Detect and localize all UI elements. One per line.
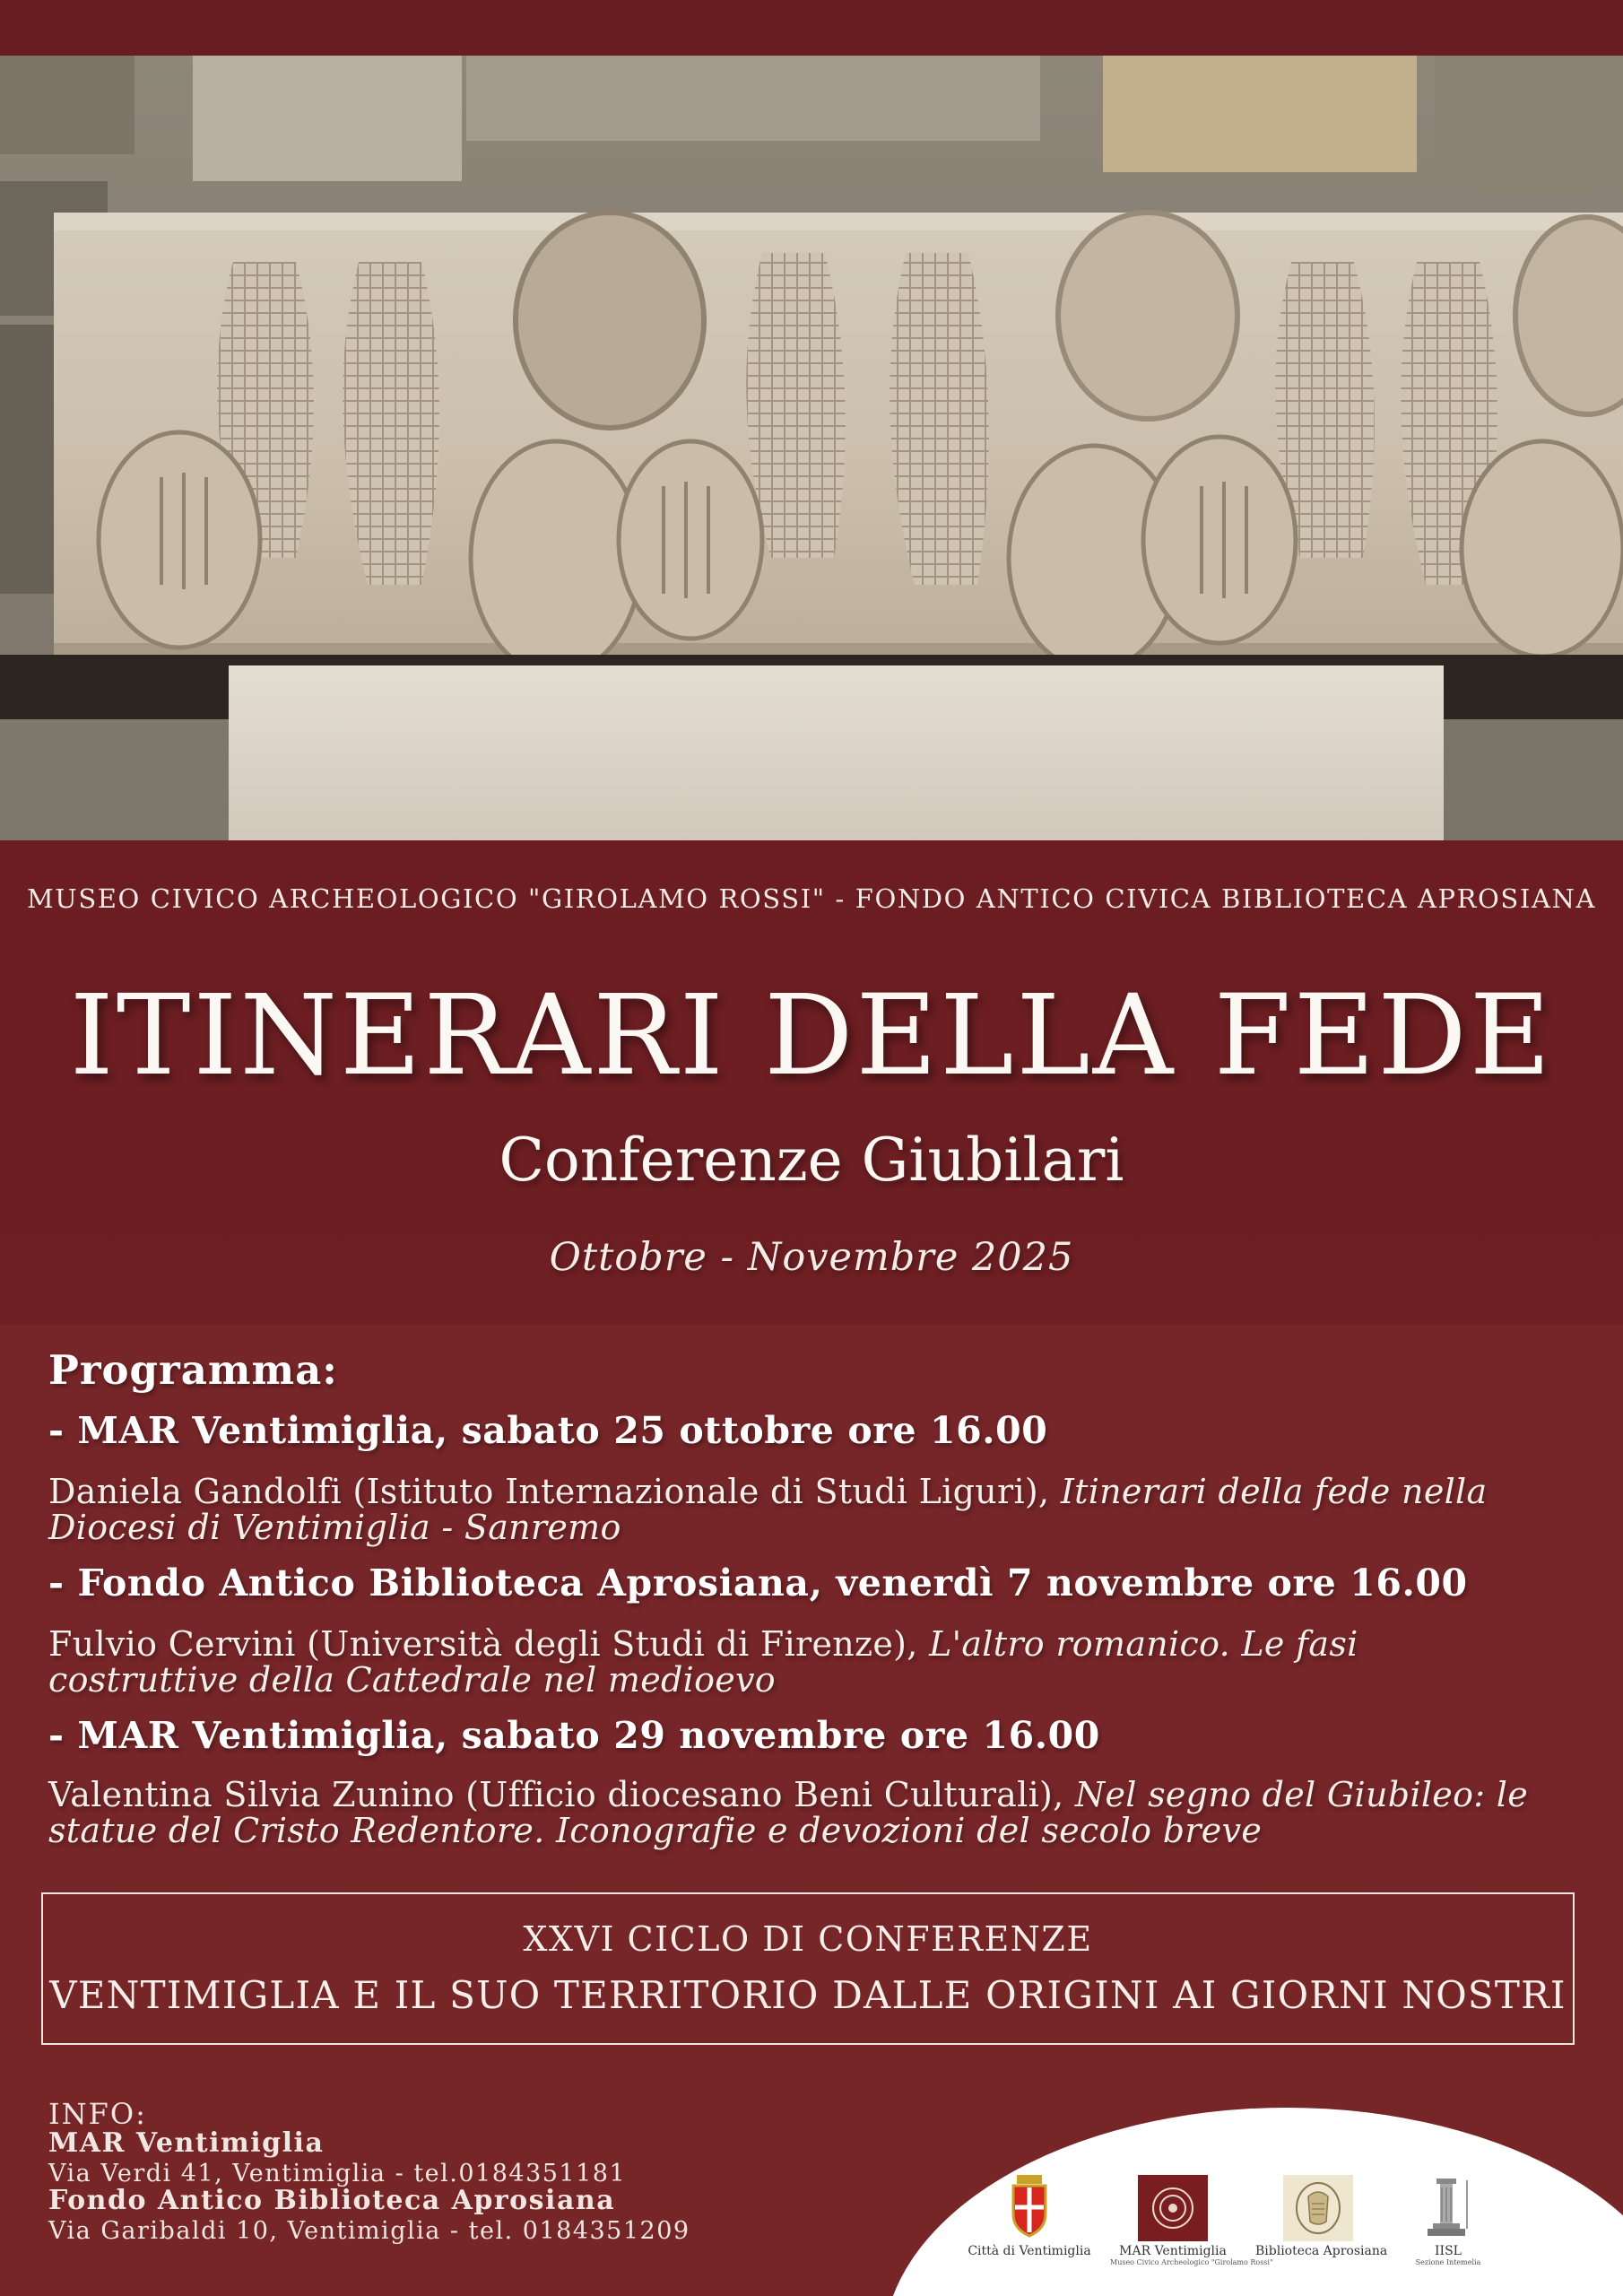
logo-iisl-caption: IISL — [1435, 2244, 1462, 2258]
event-3-talk: Nel segno del Giubileo: le — [1074, 1775, 1528, 1814]
event-2-title: - Fondo Antico Biblioteca Aprosiana, venerdì 7 novembre ore 16.00 — [48, 1561, 1468, 1605]
event-dates: Ottobre - Novembre 2025 — [549, 1235, 1074, 1280]
event-2-talk-cont: costruttive della Cattedrale nel medioevo — [48, 1660, 776, 1700]
logo-iisl-subcaption: Sezione Intemelia — [1415, 2258, 1481, 2266]
event-1-talk: Itinerari della fede nella — [1060, 1472, 1488, 1511]
organizers-line: MUSEO CIVICO ARCHEOLOGICO "GIROLAMO ROSSI" - FONDO ANTICO CIVICA BIBLIOTECA APROSIANA — [26, 883, 1597, 914]
iisl-column-icon — [1422, 2175, 1474, 2241]
event-1-description-cont — [48, 1508, 621, 1547]
aprosiana-emblem-icon — [1283, 2175, 1353, 2241]
info-aprosiana-name: Fondo Antico Biblioteca Aprosiana — [48, 2185, 616, 2216]
logo-mar-caption: MAR Ventimiglia — [1119, 2244, 1227, 2258]
event-1-speaker: Daniela Gandolfi (Istituto Internazionale di Studi Liguri), — [48, 1472, 1050, 1511]
header-block — [0, 840, 1623, 1325]
info-aprosiana-address: Via Garibaldi 10, Ventimiglia - tel. 0184351209 — [48, 2217, 690, 2245]
city-crest-icon — [1010, 2175, 1049, 2241]
cycle-number: XXVI CICLO DI CONFERENZE — [523, 1919, 1093, 1959]
program-heading: Programma: — [48, 1346, 338, 1394]
logo-city-caption: Città di Ventimiglia — [968, 2244, 1091, 2258]
info-mar-name: MAR Ventimiglia — [48, 2127, 325, 2159]
event-2-description — [48, 1624, 1358, 1664]
logo-citta-ventimiglia — [967, 2175, 1092, 2258]
top-band — [0, 0, 1623, 56]
event-3-talk-cont: statue del Cristo Redentore. Iconografie e devozioni del secolo breve — [48, 1811, 1263, 1850]
event-2-description-cont — [48, 1660, 776, 1700]
logo-aprosiana-caption: Biblioteca Aprosiana — [1255, 2244, 1388, 2258]
logo-mar-subcaption: Museo Civico Archeologico "Girolamo Rossi" — [1110, 2258, 1273, 2266]
logo-biblioteca-aprosiana — [1255, 2175, 1388, 2258]
event-1-talk-cont: Diocesi di Ventimiglia - Sanremo — [48, 1508, 621, 1547]
relief-illustration — [0, 56, 1623, 840]
event-title: ITINERARI DELLA FEDE — [69, 971, 1554, 1100]
event-3-description-cont — [48, 1811, 1262, 1850]
cycle-theme: VENTIMIGLIA E IL SUO TERRITORIO DALLE ORIGINI AI GIORNI NOSTRI — [49, 1973, 1567, 2017]
logo-mar-ventimiglia — [1110, 2175, 1273, 2266]
event-3-speaker: Valentina Silvia Zunino (Ufficio diocesano Beni Culturali), — [48, 1775, 1064, 1814]
event-2-talk: L'altro romanico. Le fasi — [929, 1624, 1358, 1664]
relief-photo — [0, 56, 1623, 840]
event-3-title: - MAR Ventimiglia, sabato 29 novembre ore 16.00 — [48, 1714, 1100, 1757]
logo-iisl — [1399, 2175, 1497, 2266]
event-3-description — [48, 1775, 1528, 1814]
info-label: INFO: — [48, 2097, 147, 2131]
mar-seal-icon — [1138, 2175, 1208, 2241]
conference-cycle-box — [41, 1892, 1575, 2045]
info-mar-address: Via Verdi 41, Ventimiglia - tel.0184351181 — [48, 2160, 627, 2187]
event-2-speaker: Fulvio Cervini (Università degli Studi di Firenze), — [48, 1624, 918, 1664]
event-1-title: - MAR Ventimiglia, sabato 25 ottobre ore 16.00 — [48, 1409, 1048, 1452]
event-subtitle: Conferenze Giubilari — [499, 1126, 1124, 1195]
event-1-description — [48, 1472, 1487, 1511]
